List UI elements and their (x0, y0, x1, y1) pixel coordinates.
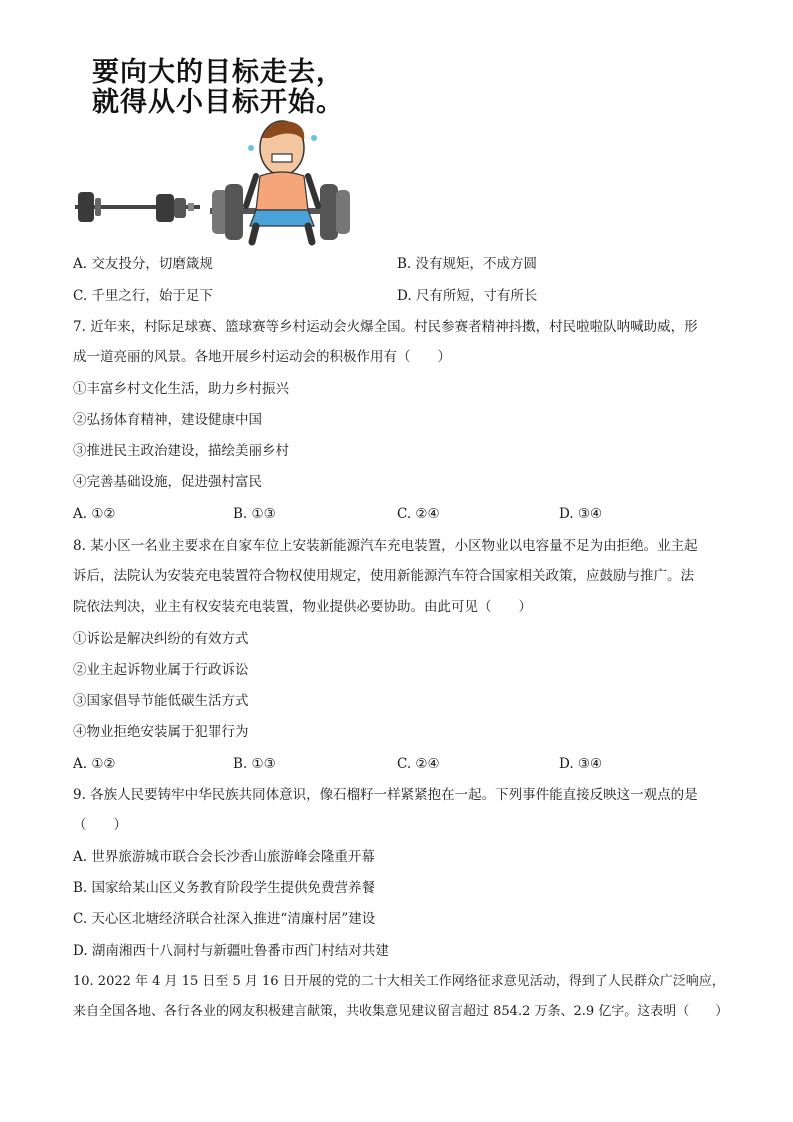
q10-stem-line-2: 来自全国各地、各行各业的网友积极建言献策，共收集意见建议留言超过 854.2 万条、2.9 亿字。这表明（ ） (73, 1004, 729, 1019)
weightlifter-icon (210, 121, 350, 242)
q9-option-d: D. 湖南湘西十八洞村与新疆吐鲁番市西门村结对共建 (73, 943, 389, 959)
q8-option-b: B. ①③ (233, 756, 276, 772)
weightlifting-illustration (70, 118, 360, 248)
q6-option-d: D. 尺有所短，寸有所长 (397, 288, 538, 304)
small-barbell-icon (75, 192, 200, 222)
q8-item-3: ③国家倡导节能低碳生活方式 (73, 693, 249, 709)
q7-item-1: ①丰富乡村文化生活，助力乡村振兴 (73, 381, 289, 397)
q7-stem-line-1: 7. 近年来，村际足球赛、篮球赛等乡村运动会火爆全国。村民参赛者精神抖擞，村民啦啦队呐喊助威，形 (73, 319, 698, 335)
q9-stem-line-1: 9. 各族人民要铸牢中华民族共同体意识，像石榴籽一样紧紧抱在一起。下列事件能直接反映这一观点的是 (73, 787, 698, 803)
q7-item-4: ④完善基础设施，促进强村富民 (73, 474, 262, 490)
q8-item-4: ④物业拒绝安装属于犯罪行为 (73, 724, 249, 740)
q7-item-2: ②弘扬体育精神，建设健康中国 (73, 412, 262, 428)
q8-stem-line-1: 8. 某小区一名业主要求在自家车位上安装新能源汽车充电装置，小区物业以电容量不足为由拒绝。业主起 (73, 538, 698, 554)
slogan-title (92, 58, 344, 118)
q6-option-a: A. 交友投分，切磨箴规 (73, 256, 213, 272)
q7-stem-line-2: 成一道亮丽的风景。各地开展乡村运动会的积极作用有（ ） (73, 349, 451, 365)
q7-option-b: B. ①③ (233, 506, 276, 522)
slogan-line-1: 要向大的目标走去， (92, 57, 344, 88)
q6-option-b: B. 没有规矩，不成方圆 (397, 256, 538, 272)
q8-option-a: A. ①② (73, 756, 116, 772)
q8-option-c: C. ②④ (397, 756, 440, 772)
q9-stem-line-2: （ ） (73, 817, 127, 833)
q8-stem-line-2: 诉后，法院认为安装充电装置符合物权使用规定，使用新能源汽车符合国家相关政策，应鼓励与推广。法 (73, 568, 694, 584)
slogan-line-2: 就得从小目标开始。 (92, 87, 344, 118)
q7-item-3: ③推进民主政治建设，描绘美丽乡村 (73, 443, 289, 459)
q9-option-a: A. 世界旅游城市联合会长沙香山旅游峰会隆重开幕 (73, 849, 375, 865)
q8-stem-line-3: 院依法判决，业主有权安装充电装置，物业提供必要协助。由此可见（ ） (73, 599, 532, 615)
q7-option-d: D. ③④ (559, 506, 603, 522)
q8-option-d: D. ③④ (559, 756, 603, 772)
q8-item-1: ①诉讼是解决纠纷的有效方式 (73, 631, 249, 647)
q9-option-c: C. 天心区北塘经济联合社深入推进“清廉村居”建设 (73, 911, 376, 927)
q9-option-b: B. 国家给某山区义务教育阶段学生提供免费营养餐 (73, 880, 376, 896)
q10-stem-line-1: 10. 2022 年 4 月 15 日至 5 月 16 日开展的党的二十大相关工作网络征求意见活动，得到了人民群众广泛响应， (73, 974, 725, 989)
q7-option-a: A. ①② (73, 506, 116, 522)
q8-item-2: ②业主起诉物业属于行政诉讼 (73, 662, 249, 678)
q7-option-c: C. ②④ (397, 506, 440, 522)
q6-option-c: C. 千里之行，始于足下 (73, 288, 213, 304)
